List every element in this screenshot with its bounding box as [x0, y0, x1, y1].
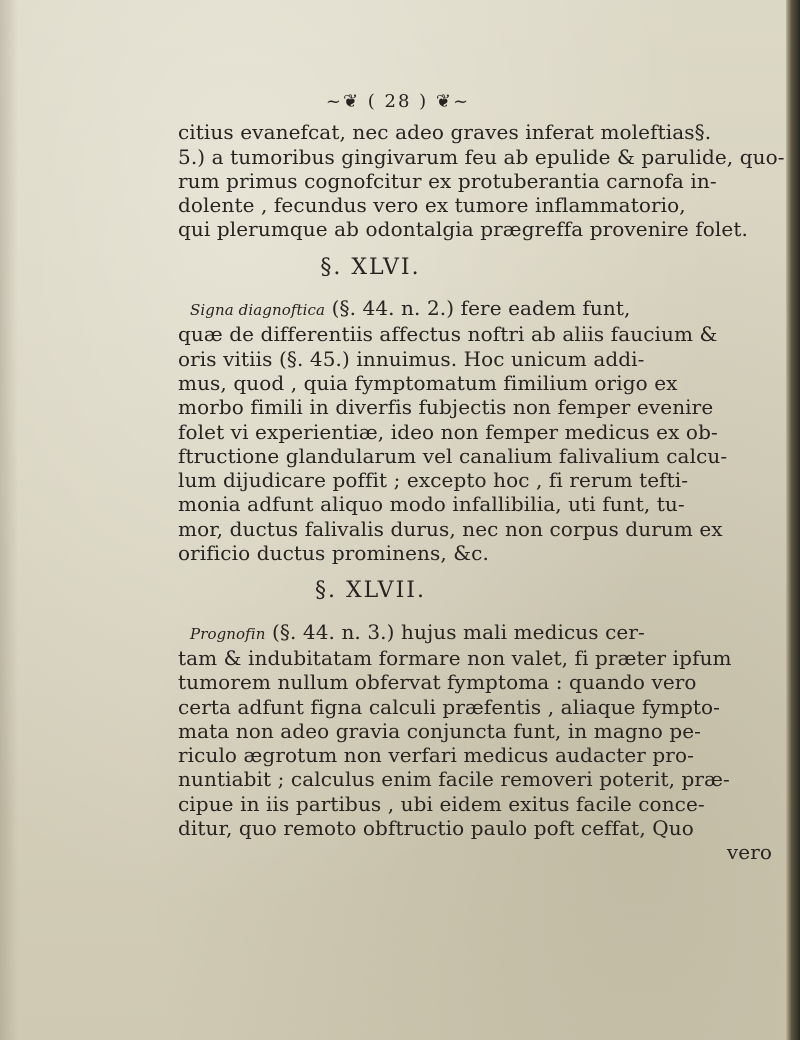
text-line: lum dijudicare poffit ; excepto hoc , fi rerum tefti- [178, 468, 689, 493]
text-line: nuntiabit ; calculus enim facile removeri poterit, præ- [178, 767, 730, 792]
text-line: ditur, quo remoto obftructio paulo poft ceffat, Quo [178, 816, 694, 841]
text-line: tam & indubitatam formare non valet, fi præter ipfum [178, 645, 732, 670]
section-46-body [178, 296, 778, 565]
text-line: tumorem nullum obfervat fymptoma : quando vero [178, 670, 697, 695]
section-heading-46: §. XLVI. [320, 254, 421, 280]
section-47-body [178, 620, 778, 841]
text-line: riculo ægrotum non verfari medicus audacter pro- [178, 743, 694, 768]
text-line: 5.) a tumoribus gingivarum feu ab epulide & parulide, quo- [178, 144, 785, 169]
page-gutter-shadow [0, 0, 18, 1040]
text-line: certa adfunt figna calculi præfentis , aliaque fympto- [178, 694, 720, 719]
text-line: mor, ductus falivalis durus, nec non corpus durum ex [178, 516, 723, 541]
text-line: monia adfunt aliquo modo infallibilia, uti funt, tu- [178, 492, 685, 517]
text-column [178, 90, 785, 865]
section-46-first-line [178, 296, 778, 322]
page-header: ~❦ ( 28 ) ❦~ [325, 91, 471, 112]
page-edge [786, 0, 800, 1040]
text-line: mata non adeo gravia conjuncta funt, in magno pe- [178, 718, 702, 743]
section-46-label: Signa diagnoftica [190, 301, 326, 320]
text-line: qui plerumque ab odontalgia prægreffa provenire folet. [178, 217, 748, 242]
text-line: orificio ductus prominens, &c. [178, 541, 489, 566]
text-line: ftructione glandularum vel canalium falivalium calcu- [178, 443, 728, 468]
text-line: dolente , fecundus vero ex tumore inflammatorio, [178, 193, 686, 218]
text-line: rum primus cognofcitur ex protuberantia carnofa in- [178, 168, 717, 193]
section-47-lines [178, 646, 778, 840]
text-line: oris vitiis (§. 45.) innuimus. Hoc unicum addi- [178, 346, 645, 371]
text-line: folet vi experientiæ, ideo non femper medicus ex ob- [178, 419, 718, 444]
section-47-first-line [178, 620, 778, 646]
text-line: citius evanefcat, nec adeo graves inferat moleftias§. [178, 120, 712, 145]
text-line: morbo fimili in diverfis fubjectis non femper evenire [178, 395, 714, 420]
section-46-lines [178, 322, 778, 565]
text-line: quæ de differentiis affectus noftri ab aliis faucium & [178, 322, 718, 347]
catchword: vero [726, 840, 772, 865]
paragraph-1 [178, 120, 785, 242]
section-47-first-line-text: (§. 44. n. 3.) hujus mali medicus cer- [271, 619, 645, 644]
text-line: cipue in iis partibus , ubi eidem exitus facile conce- [178, 791, 705, 816]
text-line: mus, quod , quia fymptomatum fimilium origo ex [178, 370, 678, 395]
section-47-label: Prognofin [190, 624, 266, 643]
section-46-first-line-text: (§. 44. n. 2.) fere eadem funt, [331, 296, 631, 321]
section-heading-47: §. XLVII. [315, 578, 426, 604]
